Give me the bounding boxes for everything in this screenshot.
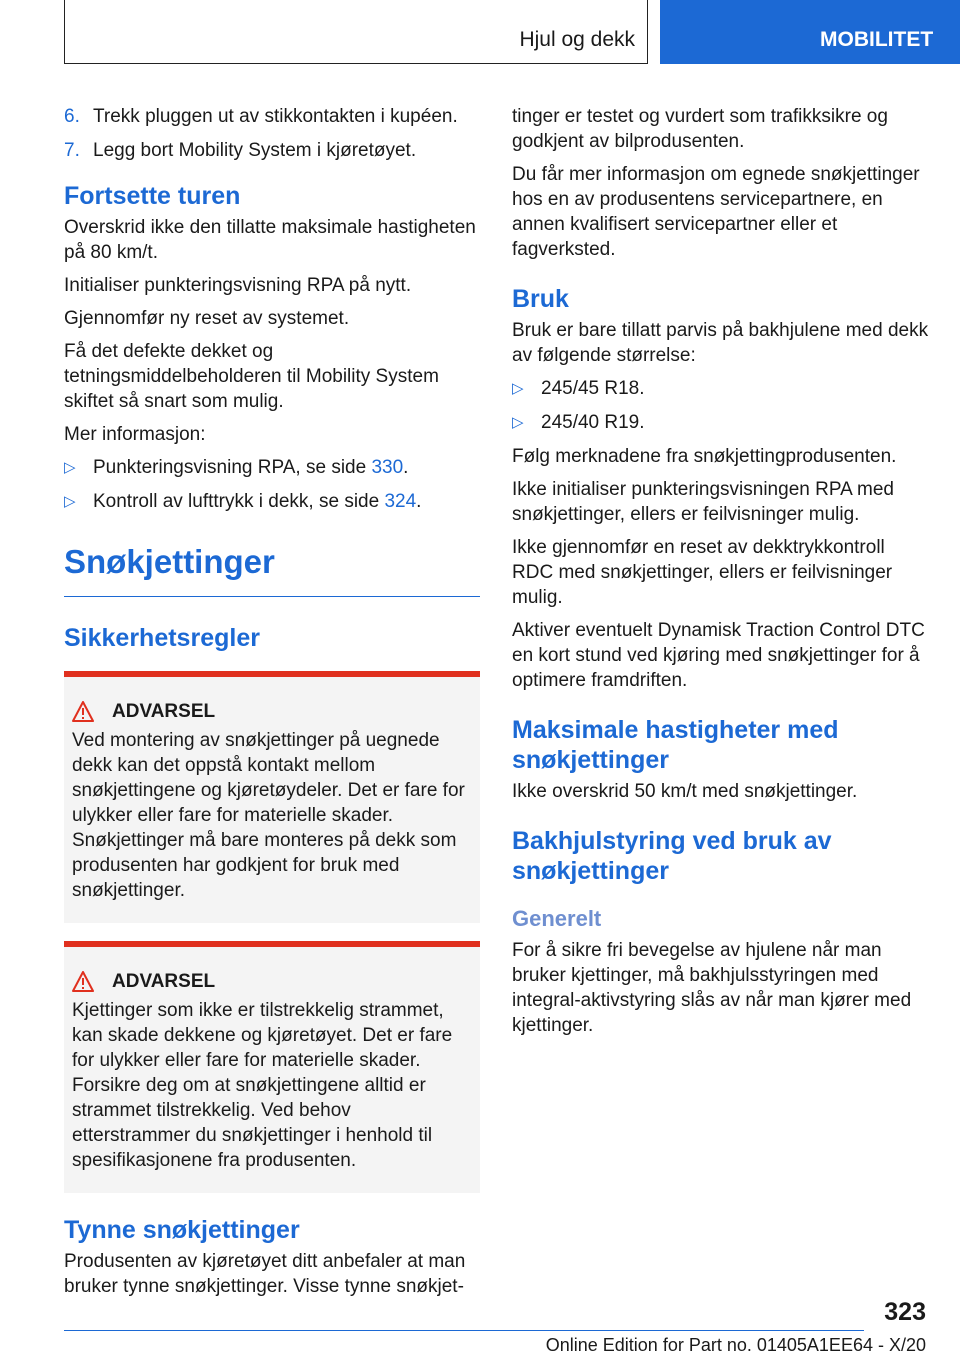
warning-header xyxy=(72,699,472,724)
paragraph: Følg merknadene fra snøkjettingprodusenten. xyxy=(512,446,897,467)
reference-item: ▷ Punkteringsvisning RPA, se side 330. xyxy=(64,457,409,478)
warning-box xyxy=(64,671,480,923)
paragraph: Få det defekte dekket og tetningsmiddelbeholderen til Mobility System skiftet så snart som mulig. xyxy=(64,341,439,412)
step-number: 6. xyxy=(64,106,80,127)
use-heading: Bruk xyxy=(512,285,569,313)
paragraph: Ikke initialiser punkteringsvisningen RPA med snøkjettinger, ellers er feilvisninger mulig. xyxy=(512,479,894,525)
step-number: 7. xyxy=(64,140,80,161)
reference-text: Punkteringsvisning RPA, se side xyxy=(93,457,372,478)
general-heading: Generelt xyxy=(512,906,602,931)
size-text: 245/45 R18. xyxy=(541,378,645,399)
step-text: Trekk pluggen ut av stikkontakten i kupéen. xyxy=(93,106,458,127)
reference-item: ▷ Kontroll av lufttrykk i dekk, se side 324. xyxy=(64,491,422,512)
warning-box xyxy=(64,941,480,1193)
page-number: 323 xyxy=(884,1298,926,1326)
continue-heading: Fortsette turen xyxy=(64,182,241,210)
right-column xyxy=(512,104,930,1046)
page-link[interactable]: 324 xyxy=(384,491,417,512)
thin-chains-heading: Tynne snøkjettinger xyxy=(64,1216,300,1244)
paragraph: Ikke overskrid 50 km/t med snøkjettinger. xyxy=(512,781,858,802)
paragraph: For å sikre fri bevegelse av hjulene når man bruker kjettinger, må bakhjulsstyringen med integral-aktivstyring slås av når man kjører med kjettinger. xyxy=(512,940,912,1036)
step-6 xyxy=(64,104,480,129)
reference-text: Kontroll av lufttrykk i dekk, se side xyxy=(93,491,385,512)
paragraph: Produsenten av kjøretøyet ditt anbefaler at man bruker tynne snøkjettinger. Visse tynne snøkjet- xyxy=(64,1251,466,1297)
triangle-bullet-icon: ▷ xyxy=(64,459,76,476)
size-item xyxy=(512,376,930,401)
warning-text: Kjettinger som ikke er tilstrekkelig strammet, kan skade dekkene og kjøretøyet. Det er fare for ulykker eller fare for materielle skader. Forsikre deg om at snøkjettingene alltid er strammet tilstrekkelig. Ved behov etterstrammer du snøkjettinger i henhold til spesifikasjonene fra produsenten. xyxy=(72,1000,453,1171)
warning-header xyxy=(72,969,472,994)
step-text: Legg bort Mobility System i kjøretøyet. xyxy=(93,140,417,161)
section-title: Hjul og dekk xyxy=(519,28,635,51)
page-link[interactable]: 330 xyxy=(371,457,404,478)
chapter-title: Snøkjettinger xyxy=(64,542,480,597)
left-column xyxy=(64,104,480,1307)
paragraph: Initialiser punkteringsvisning RPA på nytt. xyxy=(64,275,412,296)
paragraph: Mer informasjon: xyxy=(64,424,206,445)
paragraph: Aktiver eventuelt Dynamisk Traction Control DTC en kort stund ved kjøring med snøkjettinger for å optimere framdriften. xyxy=(512,620,925,691)
warning-triangle-icon xyxy=(72,701,112,723)
chapter-tab[interactable]: MOBILITET xyxy=(660,0,960,64)
paragraph: Ikke gjennomfør en reset av dekktrykkontroll RDC med snøkjettinger, ellers er feilvisninger mulig. xyxy=(512,537,893,608)
triangle-bullet-icon: ▷ xyxy=(512,414,524,431)
step-7 xyxy=(64,138,480,163)
paragraph: Overskrid ikke den tillatte maksimale hastigheten på 80 km/t. xyxy=(64,217,476,263)
size-item xyxy=(512,410,930,435)
warning-text: Ved montering av snøkjettinger på uegnede dekk kan det oppstå kontakt mellom snøkjettingene og kjøretøydeler. Det er fare for ulykker eller fare for materielle skader. Snøkjettinger må bare monteres på dekk som produsenten har godkjent for bruk med snøkjettinger. xyxy=(72,730,465,901)
header-box xyxy=(64,0,648,64)
warning-title: ADVARSEL xyxy=(112,701,216,722)
size-text: 245/40 R19. xyxy=(541,412,645,433)
paragraph: Du får mer informasjon om egnede snøkjettinger hos en av produsentens servicepartnere, en annen kvalifisert servicepartner eller et fagverksted. xyxy=(512,164,920,260)
paragraph: tinger er testet og vurdert som trafikksikre og godkjent av bilprodusenten. xyxy=(512,106,888,152)
warning-title: ADVARSEL xyxy=(112,971,216,992)
triangle-bullet-icon: ▷ xyxy=(64,493,76,510)
footer-divider xyxy=(64,1330,864,1331)
safety-heading: Sikkerhetsregler xyxy=(64,624,260,652)
rear-steering-heading: Bakhjulstyring ved bruk av snøkjettinger xyxy=(512,827,832,885)
triangle-bullet-icon: ▷ xyxy=(512,380,524,397)
paragraph: Bruk er bare tillatt parvis på bakhjulene med dekk av følgende størrelse: xyxy=(512,320,929,366)
warning-triangle-icon xyxy=(72,971,112,993)
paragraph: Gjennomfør ny reset av systemet. xyxy=(64,308,350,329)
max-speed-heading: Maksimale hastigheter med snøkjettinger xyxy=(512,716,839,774)
edition-text: Online Edition for Part no. 01405A1EE64 - X/20 xyxy=(545,1335,926,1355)
